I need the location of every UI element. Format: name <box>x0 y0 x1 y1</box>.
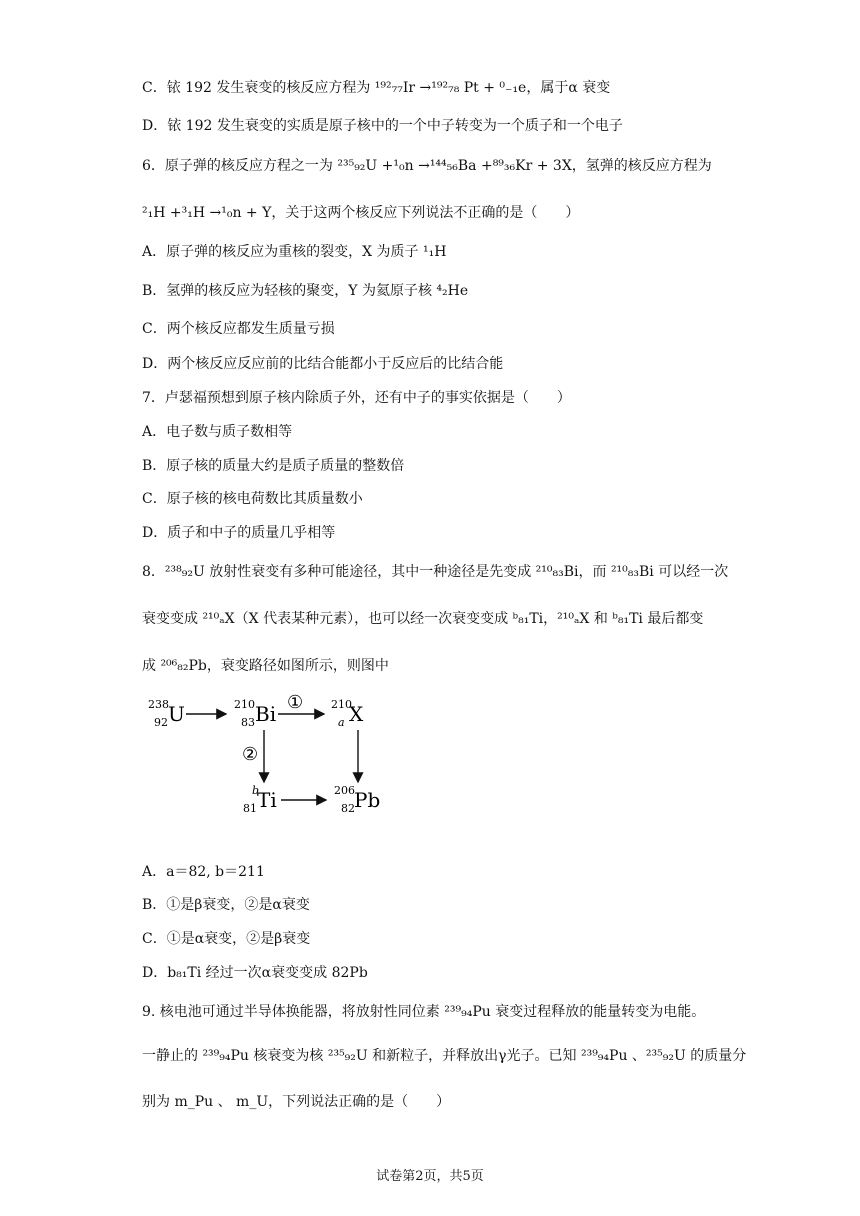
question-9-line2: 一静止的 ²³⁹₉₄Pu 核衰变为核 ²³⁵₉₂U 和新粒子，并释放出γ光子。已知 ²³⁹₉₄Pu 、²³⁵₉₂U 的质量分 <box>142 1048 747 1064</box>
svg-text:82: 82 <box>341 802 355 815</box>
step-1-label: ① <box>287 692 304 713</box>
question-8-line3: 成 ²⁰⁶₈₂Pb，衰变路径如图所示，则图中 <box>142 658 389 674</box>
node-u238 <box>148 698 185 729</box>
question-8-line2: 衰变变成 ²¹⁰ₐX（X 代表某种元素），也可以经一次衰变变成 ᵇ₈₁Ti，²¹⁰ₐX 和 ᵇ₈₁Ti 最后都变 <box>142 611 704 627</box>
node-bi210 <box>234 698 276 729</box>
step-2-label: ② <box>242 744 259 765</box>
option-b-q8: B．①是β衰变，②是α衰变 <box>142 897 310 913</box>
option-a-q7: A．电子数与质子数相等 <box>142 424 293 440</box>
svg-text:238: 238 <box>148 698 169 711</box>
option-b-q7: B．原子核的质量大约是质子质量的整数倍 <box>142 458 405 474</box>
question-7: 7．卢瑟福预想到原子核内除质子外，还有中子的事实依据是（ ） <box>142 390 571 406</box>
svg-text:210: 210 <box>331 698 352 711</box>
svg-text:81: 81 <box>243 802 257 815</box>
option-d-q8: D．b₈₁Ti 经过一次α衰变变成 82Pb <box>142 965 368 981</box>
svg-text:92: 92 <box>154 716 168 729</box>
node-ti <box>243 784 277 815</box>
question-9-line1: 9. 核电池可通过半导体换能器，将放射性同位素 ²³⁹₉₄Pu 衰变过程释放的能量转变为电能。 <box>142 1004 706 1020</box>
svg-text:206: 206 <box>334 784 355 797</box>
svg-text:a: a <box>338 716 345 729</box>
svg-text:b: b <box>252 784 260 797</box>
svg-text:Pb: Pb <box>354 788 381 812</box>
decay-path-diagram <box>142 690 402 820</box>
option-a-q8: A．a＝82, b＝211 <box>142 864 265 880</box>
node-pb206 <box>334 784 380 815</box>
option-c-q8: C．①是α衰变，②是β衰变 <box>142 931 311 947</box>
page-footer: 试卷第2页，共5页 <box>376 1169 484 1184</box>
svg-text:Ti: Ti <box>257 788 277 812</box>
svg-text:U: U <box>168 702 185 726</box>
option-c-q5: C．铱 192 发生衰变的核反应方程为 ¹⁹²₇₇Ir →¹⁹²₇₈ Pt + ⁰₋₁e，属于α 衰变 <box>142 80 611 96</box>
option-d-q7: D．质子和中子的质量几乎相等 <box>142 525 336 541</box>
svg-text:Bi: Bi <box>255 702 277 726</box>
option-c-q7: C．原子核的核电荷数比其质量数小 <box>142 491 363 507</box>
option-d-q5: D．铱 192 发生衰变的实质是原子核中的一个中子转变为一个质子和一个电子 <box>142 118 623 134</box>
option-a-q6: A．原子弹的核反应为重核的裂变，X 为质子 ¹₁H <box>142 244 447 260</box>
option-c-q6: C．两个核反应都发生质量亏损 <box>142 321 335 337</box>
svg-text:X: X <box>349 702 364 726</box>
option-d-q6: D．两个核反应反应前的比结合能都小于反应后的比结合能 <box>142 356 504 372</box>
question-9-line3: 别为 m_Pu 、 m_U，下列说法正确的是（ ） <box>142 1094 451 1110</box>
svg-text:210: 210 <box>234 698 255 711</box>
svg-text:83: 83 <box>241 716 255 729</box>
question-6-line2: ²₁H +³₁H →¹₀n + Y，关于这两个核反应下列说法不正确的是（ ） <box>142 205 580 221</box>
question-8-line1: 8．²³⁸₉₂U 放射性衰变有多种可能途径，其中一种途径是先变成 ²¹⁰₈₃Bi，而 ²¹⁰₈₃Bi 可以经一次 <box>142 564 729 580</box>
option-b-q6: B．氢弹的核反应为轻核的聚变，Y 为氦原子核 ⁴₂He <box>142 283 469 299</box>
question-6-line1: 6．原子弹的核反应方程之一为 ²³⁵₉₂U +¹₀n →¹⁴⁴₅₆Ba +⁸⁹₃₆Kr + 3X，氢弹的核反应方程为 <box>142 158 712 174</box>
node-x210 <box>331 698 364 729</box>
